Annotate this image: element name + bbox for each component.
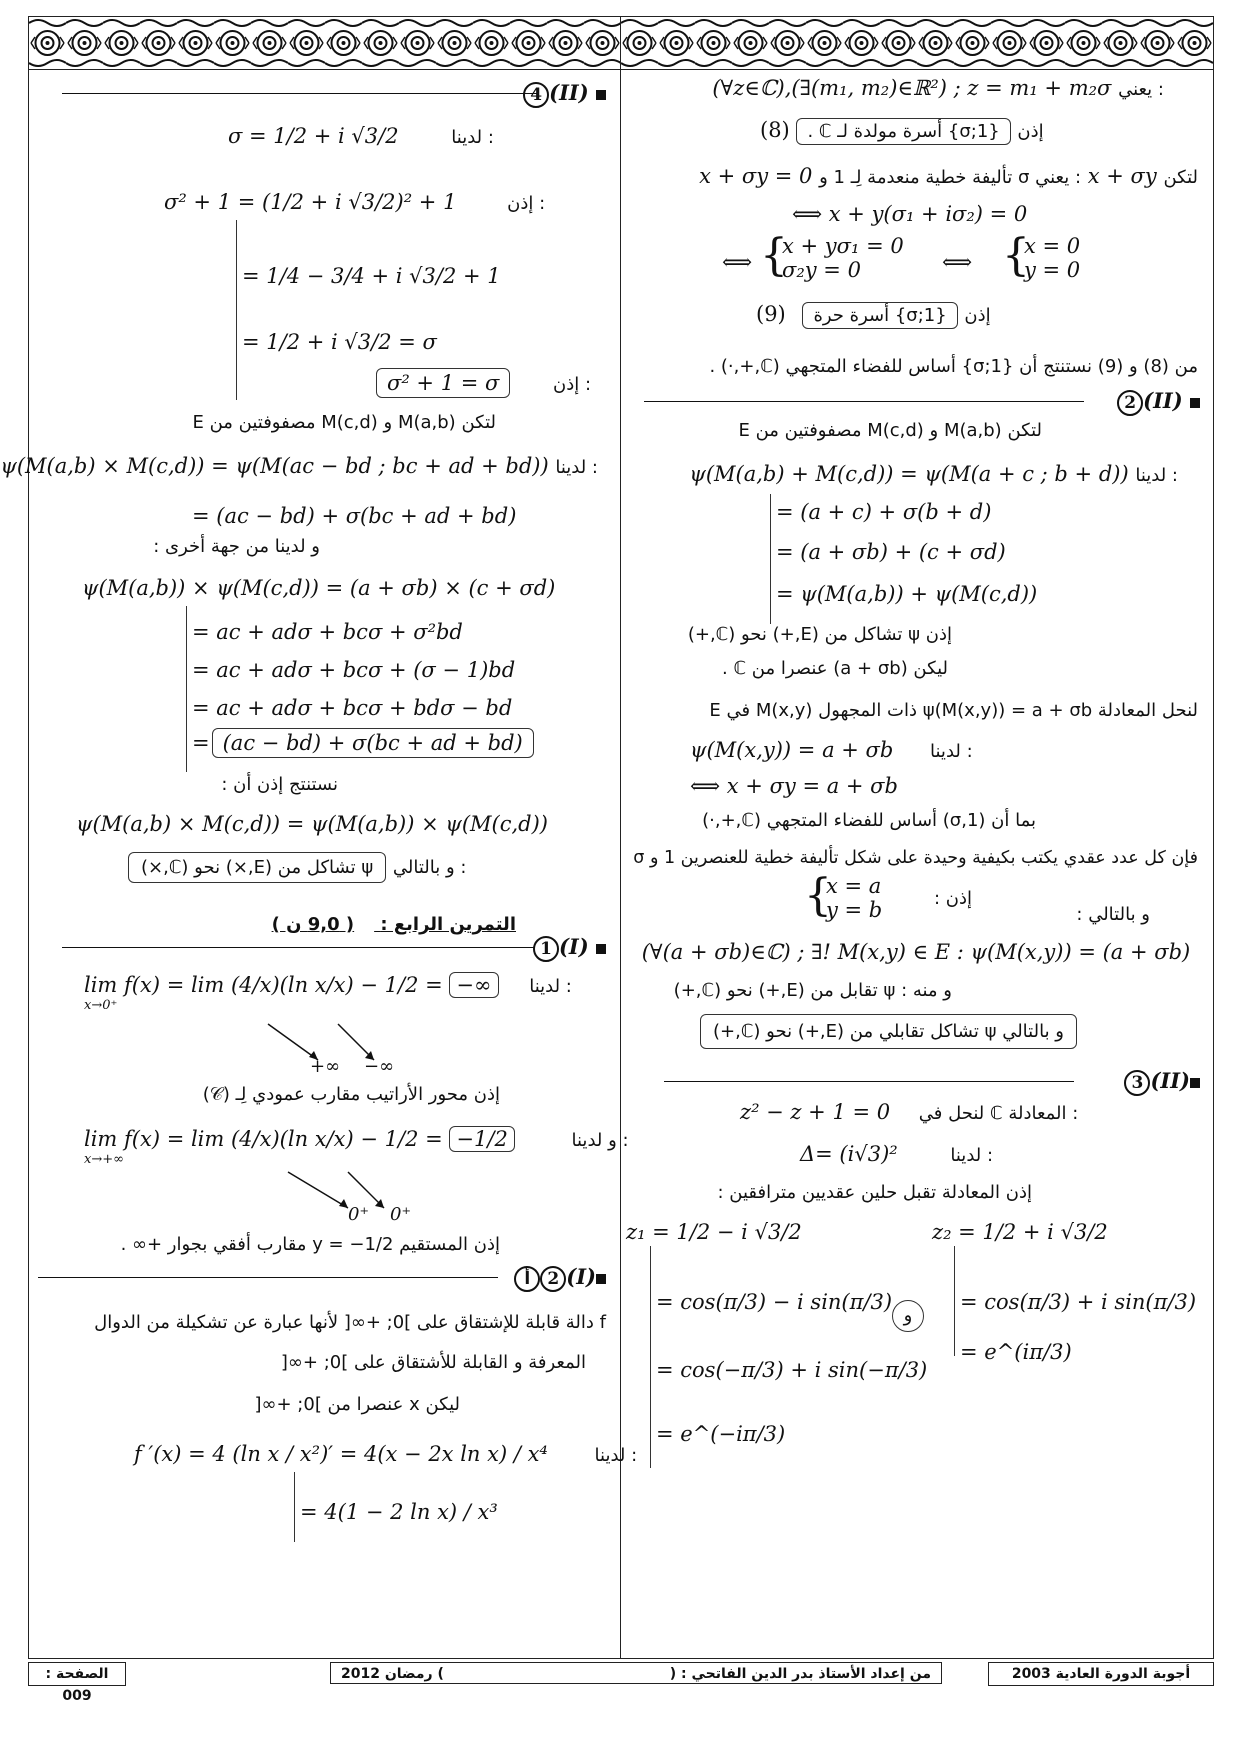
right-column <box>620 68 1212 1658</box>
r-line-26: Δ= (i√3)² لدينا : <box>800 1142 994 1166</box>
multiplicative-homomorphism-box: ψ تشاكل من (E,×) نحو (ℂ,×) <box>128 852 386 883</box>
r-line-2: (8) {1;σ} أسرة مولدة لـ ℂ . إذن <box>760 118 1044 145</box>
l-line-1: σ = 1/2 + i √3/2 لدينا : <box>228 124 494 148</box>
l-line-5: σ² + 1 = σ إذن : <box>376 368 591 398</box>
l-line-20-sub: x→+∞ <box>84 1152 124 1167</box>
exercise-4-title: التمرين الرابع : ( 9,0 ن ) <box>271 914 516 935</box>
section-header-II-3: 3 (II) <box>620 1068 1212 1094</box>
and-connector: و <box>892 1300 924 1332</box>
r-line-24 <box>700 1014 1077 1049</box>
ornament-pattern-icon <box>29 17 1213 69</box>
ornamental-border <box>28 16 1214 70</box>
l-line-18-sub: x→0⁺ <box>84 998 118 1013</box>
r-line-3: x + σy = 0 تأليفة خطية منعدمة لِـ 1 و σ يعني : x + σy لتكن <box>699 164 1198 188</box>
l-line-19: إذن محور الأراتيب مقارب عمودي لِـ (𝒞) <box>202 1084 500 1105</box>
r-line-19: فإن كل عدد عقدي يكتب بكيفية وحيدة على شكل تأليفة خطية للعنصرين 1 و σ <box>633 848 1198 868</box>
l-line-20b-2: 0⁺ <box>390 1204 411 1225</box>
footer-exam-session: أجوبة الدورة العادية 2003 <box>988 1662 1214 1686</box>
footer-author: من إعداد الأستاذ بدر الدين الفاتحي : ( ) رمضان 2012 <box>330 1662 942 1684</box>
l-line-10: ψ(M(a,b)) × ψ(M(c,d)) = (a + σb) × (c + σd) <box>82 576 556 600</box>
r-line-18: بما أن (1,σ) أساس للفضاء المتجهي (ℂ,+,·) <box>702 810 1036 831</box>
z1-line-1: z₁ = 1/2 − i √3/2 <box>626 1220 802 1244</box>
r-line-5d: { x = 0 y = 0 <box>1002 230 1081 282</box>
l-line-22: f دالة قابلة للإشتقاق على ]0; +∞[ لأنها عبارة عن تشكيلة من الدوال <box>94 1312 606 1333</box>
l-line-20: lim f(x) = lim (4/x)(ln x/x) − 1/2 = −1/2 و لدينا : <box>84 1127 629 1151</box>
section-header-II-2: 2 (II) <box>620 388 1212 414</box>
r-line-15: لنحل المعادلة ψ(M(x,y)) = a + σb ذات المجهول M(x,y) في E <box>709 700 1198 721</box>
l-line-17: ψ تشاكل من (E,×) نحو (ℂ,×) و بالتالي : <box>128 852 466 883</box>
l-line-23: المعرفة و القابلة للأشتقاق على ]0; +∞[ <box>280 1352 586 1373</box>
l-line-25: f ′(x) = 4 (ln x / x²)′ = 4(x − 2x ln x) / x⁴ لدينا : <box>134 1442 638 1466</box>
l-line-11: = ac + adσ + bcσ + σ²bd <box>192 620 463 644</box>
r-line-12: = ψ(M(a,b)) + ψ(M(c,d)) <box>776 582 1038 606</box>
r-line-5b: { x + yσ₁ = 0 σ₂y = 0 <box>760 230 904 282</box>
footer-page-number: الصفحة : 009 <box>28 1662 126 1686</box>
l-line-18: lim f(x) = lim (4/x)(ln x/x) − 1/2 = −∞ لدينا : <box>84 973 572 997</box>
r-line-23: و منه : ψ تقابل من (E,+) نحو (ℂ,+) <box>673 980 952 1001</box>
z2-line-2: = cos(π/3) + i sin(π/3) <box>960 1290 1197 1314</box>
r-line-5a: ⟺ <box>722 250 753 274</box>
generating-set-box: {1;σ} أسرة مولدة لـ ℂ . <box>796 118 1010 145</box>
l-line-18b-1: +∞ <box>310 1056 341 1077</box>
l-line-7: ψ(M(a,b) × M(c,d)) = ψ(M(ac − bd ; bc + ad + bd)) لدينا : <box>0 454 598 478</box>
l-line-16: ψ(M(a,b) × M(c,d)) = ψ(M(a,b)) × ψ(M(c,d)) <box>76 812 548 836</box>
z1-line-2: = cos(π/3) − i sin(π/3) <box>656 1290 893 1314</box>
r-line-6: (9) {1;σ} أسرة حرة إذن <box>756 302 991 329</box>
free-family-box: {1;σ} أسرة حرة <box>802 302 957 329</box>
r-line-5c: ⟺ <box>942 250 973 274</box>
product-result-box: (ac − bd) + σ(bc + ad + bd) <box>212 728 534 758</box>
z1-line-3: = cos(−π/3) + i sin(−π/3) <box>656 1358 928 1382</box>
l-line-6: لتكن M(a,b) و M(c,d) مصفوفتين من E <box>192 412 496 433</box>
l-line-12: = ac + adσ + bcσ + (σ − 1)bd <box>192 658 516 682</box>
left-column <box>0 68 638 1658</box>
l-line-21: إذن المستقيم y = −1/2 مقارب أفقي بجوار +∞ . <box>120 1234 500 1255</box>
r-line-25: z² − z + 1 = 0 لنحل في ℂ المعادلة : <box>740 1100 1079 1124</box>
l-line-2: σ² + 1 = (1/2 + i √3/2)² + 1 إذن : <box>164 190 546 214</box>
l-line-13: = ac + adσ + bcσ + bdσ − bd <box>192 696 513 720</box>
r-line-8: لتكن M(a,b) و M(c,d) مصفوفتين من E <box>738 420 1042 441</box>
bijective-homomorphism-box: و بالتالي ψ تشاكل تقابلي من (E,+) نحو (ℂ,+) <box>700 1014 1077 1049</box>
r-line-27: إذن المعادلة تقبل حلين عقديين مترافقين : <box>717 1182 1032 1203</box>
r-line-4: ⟺ x + y(σ₁ + iσ₂) = 0 <box>792 202 1028 226</box>
r-line-11: = (a + σb) + (c + σd) <box>776 540 1006 564</box>
r-line-14: ليكن (a + σb) عنصرا من ℂ . <box>722 658 948 679</box>
l-line-15: نستنتج إذن أن : <box>221 774 338 795</box>
r-line-1: (∀z∈ℂ),(∃(m₁, m₂)∈ℝ²) ; z = m₁ + m₂σ يعني : <box>712 76 1164 100</box>
z1-line-4: = e^(−iπ/3) <box>656 1422 786 1446</box>
r-line-21: و بالتالي : <box>1076 904 1150 925</box>
z2-line-3: = e^(iπ/3) <box>960 1340 1072 1364</box>
r-line-13: إذن ψ تشاكل من (E,+) نحو (ℂ,+) <box>687 624 952 645</box>
r-line-20: { x = a y = b <box>804 870 883 922</box>
l-line-9: و لدينا من جهة أخرى : <box>153 536 320 557</box>
r-line-10: = (a + c) + σ(b + d) <box>776 500 992 524</box>
l-line-20b-1: 0⁺ <box>348 1204 369 1225</box>
l-line-3: = 1/4 − 3/4 + i √3/2 + 1 <box>242 264 501 288</box>
l-line-4: = 1/2 + i √3/2 = σ <box>242 330 437 354</box>
l-line-26: = 4(1 − 2 ln x) / x³ <box>300 1500 498 1524</box>
r-line-22: (∀(a + σb)∈ℂ) ; ∃! M(x,y) ∈ E : ψ(M(x,y)) = (a + σb) <box>641 940 1191 964</box>
section-header-I-2a: أ 2 (I) <box>28 1264 620 1290</box>
sigma-identity-box: σ² + 1 = σ <box>376 368 510 398</box>
r-line-20-label: إذن : <box>933 888 972 909</box>
section-header-II-4: 4 (II) <box>28 80 620 106</box>
l-line-14: = (ac − bd) + σ(bc + ad + bd) <box>192 728 534 758</box>
r-line-16: ψ(M(x,y)) = a + σb لدينا : <box>690 738 973 762</box>
l-line-24: ليكن x عنصرا من ]0; +∞[ <box>254 1394 460 1415</box>
l-line-18b-2: −∞ <box>364 1056 395 1077</box>
limit-result-box-1: −∞ <box>449 972 498 998</box>
r-line-7: من (8) و (9) نستنتج أن {1;σ} أساس للفضاء المتجهي (ℂ,+,·) . <box>709 356 1198 377</box>
l-line-8: = (ac − bd) + σ(bc + ad + bd) <box>192 504 517 528</box>
r-line-17: ⟺ x + σy = a + σb <box>690 774 898 798</box>
section-header-I-1: 1 (I) <box>28 934 620 960</box>
z2-line-1: z₂ = 1/2 + i √3/2 <box>932 1220 1108 1244</box>
limit-result-box-2: −1/2 <box>449 1126 514 1152</box>
r-line-9: ψ(M(a,b) + M(c,d)) = ψ(M(a + c ; b + d)) لدينا : <box>689 462 1178 486</box>
